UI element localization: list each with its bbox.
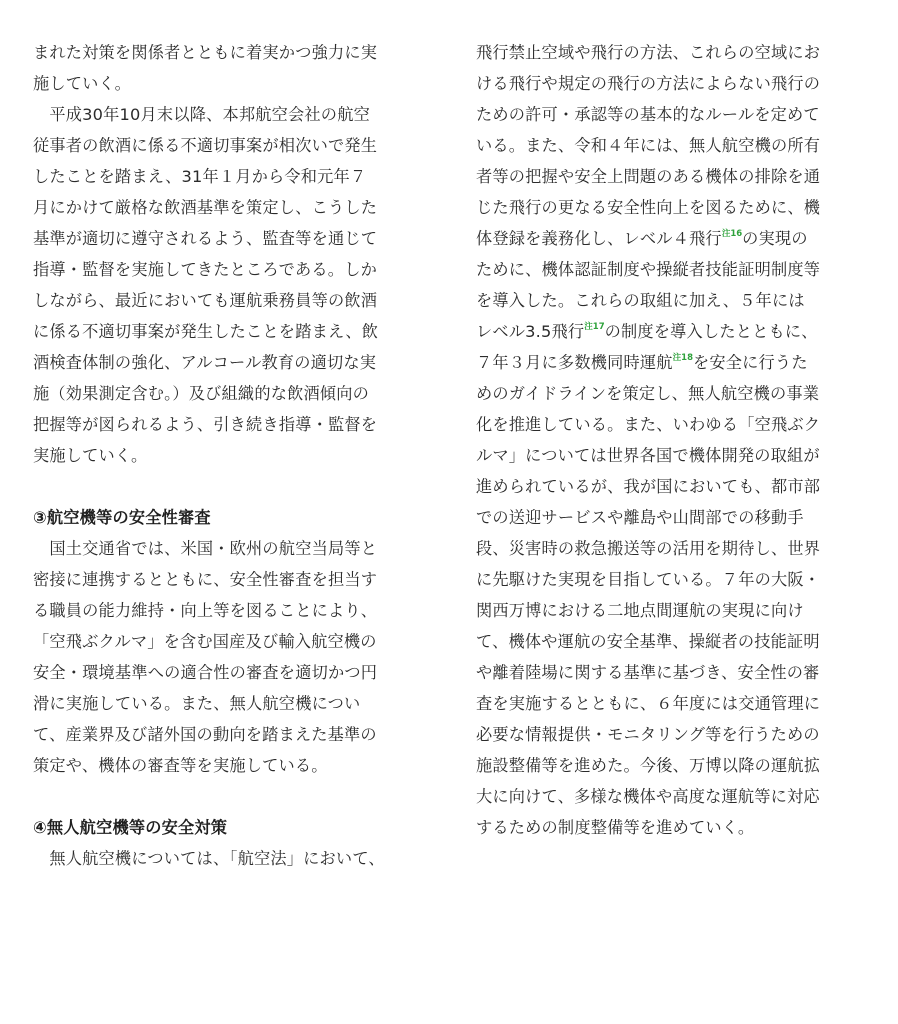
body-text-line: に係る不適切事案が発生したことを踏まえ、飲 bbox=[33, 322, 379, 341]
left-column bbox=[33, 37, 425, 874]
body-text-line: 策定や、機体の審査等を実施している。 bbox=[33, 756, 328, 775]
body-text-line: に先駆けた実現を目指している。７年の大阪・ bbox=[476, 570, 821, 589]
body-text-line: 飛行禁止空域や飛行の方法、これらの空域にお bbox=[476, 43, 821, 62]
section-heading-drone-safety: ④無人航空機等の安全対策 bbox=[33, 818, 228, 837]
body-text-line: 関西万博における二地点間運航の実現に向け bbox=[476, 601, 804, 620]
footnote-marker-16[interactable]: 注16 bbox=[721, 229, 743, 239]
body-text-line: じた飛行の更なる安全性向上を図るために、機 bbox=[476, 198, 821, 217]
body-text-line: しながら、最近においても運航乗務員等の飲酒 bbox=[33, 291, 378, 310]
body-text-line: る職員の能力維持・向上等を図ることにより、 bbox=[33, 601, 378, 620]
body-text-line: ための許可・承認等の基本的なルールを定めて bbox=[476, 105, 820, 124]
body-text-line: 査を実施するとともに、６年度には交通管理に bbox=[476, 694, 821, 713]
body-text-line: 必要な情報提供・モニタリング等を行うための bbox=[476, 725, 820, 744]
body-text-line: するための制度整備等を進めていく。 bbox=[476, 818, 755, 837]
body-text-line: での送迎サービスや離島や山間部での移動手 bbox=[476, 508, 804, 527]
body-text-line: て、機体や運航の安全基準、操縦者の技能証明 bbox=[476, 632, 820, 651]
body-text-line: ルマ」については世界各国で機体開発の取組が bbox=[476, 446, 820, 465]
footnote-marker-17[interactable]: 注17 bbox=[584, 322, 605, 332]
text-segment: の制度を導入したとともに、 bbox=[604, 322, 818, 341]
body-text-line: 者等の把握や安全上問題のある機体の排除を通 bbox=[476, 167, 821, 186]
body-text-line: 進められているが、我が国においても、都市部 bbox=[476, 477, 821, 496]
body-text-line: を導入した。これらの取組に加え、５年には bbox=[476, 291, 805, 310]
body-text-line: 大に向けて、多様な機体や高度な運航等に対応 bbox=[476, 787, 820, 806]
body-text-line-with-note bbox=[476, 223, 870, 254]
body-text-line: 施（効果測定含む。）及び組織的な飲酒傾向の bbox=[33, 384, 370, 403]
text-segment: ７年３月に多数機同時運航 bbox=[476, 353, 673, 372]
text-segment: の実現の bbox=[742, 229, 808, 248]
body-text-line: 実施していく。 bbox=[33, 446, 148, 465]
body-text-line: めのガイドラインを策定し、無人航空機の事業 bbox=[476, 384, 820, 403]
right-column bbox=[476, 37, 870, 843]
section-heading-aircraft-safety-review: ③航空機等の安全性審査 bbox=[33, 508, 211, 527]
body-text-line: 「空飛ぶクルマ」を含む国産及び輸入航空機の bbox=[33, 632, 377, 651]
body-text-line: 安全・環境基準への適合性の審査を適切かつ円 bbox=[33, 663, 378, 682]
body-text-line: や離着陸場に関する基準に基づき、安全性の審 bbox=[476, 663, 820, 682]
body-text-line: 酒検査体制の強化、アルコール教育の適切な実 bbox=[33, 353, 377, 372]
body-text-line: 平成30年10月末以降、本邦航空会社の航空 bbox=[33, 105, 370, 124]
body-text-line: 把握等が図られるよう、引き続き指導・監督を bbox=[33, 415, 378, 434]
text-segment: 体登録を義務化し、レベル４飛行 bbox=[476, 229, 722, 248]
body-text-line: 月にかけて厳格な飲酒基準を策定し、こうした bbox=[33, 198, 378, 217]
paragraph-gap bbox=[33, 781, 425, 812]
body-text-line: 従事者の飲酒に係る不適切事案が相次いで発生 bbox=[33, 136, 378, 155]
body-text-line: 密接に連携するとともに、安全性審査を担当す bbox=[33, 570, 378, 589]
body-text-line: 化を推進している。また、いわゆる「空飛ぶク bbox=[476, 415, 821, 434]
body-text-line: 段、災害時の救急搬送等の活用を期待し、世界 bbox=[476, 539, 821, 558]
body-text-line: ために、機体認証制度や操縦者技能証明制度等 bbox=[476, 260, 821, 279]
body-text-line: 施していく。 bbox=[33, 74, 132, 93]
paragraph-gap bbox=[33, 471, 425, 502]
body-text-line: 無人航空機については、「航空法」において、 bbox=[33, 849, 385, 868]
body-text-line: ける飛行や規定の飛行の方法によらない飛行の bbox=[476, 74, 821, 93]
body-text-line: 滑に実施している。また、無人航空機につい bbox=[33, 694, 361, 713]
footnote-marker-18[interactable]: 注18 bbox=[672, 353, 693, 363]
body-text-line: 施設整備等を進めた。今後、万博以降の運航拡 bbox=[476, 756, 821, 775]
text-segment: レベル3.5飛行 bbox=[476, 322, 585, 341]
body-text-line-with-note bbox=[476, 316, 870, 347]
body-text-line: したことを踏まえ、31年１月から令和元年７ bbox=[33, 167, 367, 186]
body-text-line-with-note bbox=[476, 347, 870, 378]
text-segment: を安全に行うた bbox=[693, 353, 808, 372]
body-text-line: いる。また、令和４年には、無人航空機の所有 bbox=[476, 136, 821, 155]
body-text-line: まれた対策を関係者とともに着実かつ強力に実 bbox=[33, 43, 378, 62]
body-text-line: て、産業界及び諸外国の動向を踏まえた基準の bbox=[33, 725, 377, 744]
body-text-line: 指導・監督を実施してきたところである。しか bbox=[33, 260, 377, 279]
body-text-line: 基準が適切に遵守されるよう、監査等を通じて bbox=[33, 229, 378, 248]
body-text-line: 国土交通省では、米国・欧州の航空当局等と bbox=[33, 539, 378, 558]
